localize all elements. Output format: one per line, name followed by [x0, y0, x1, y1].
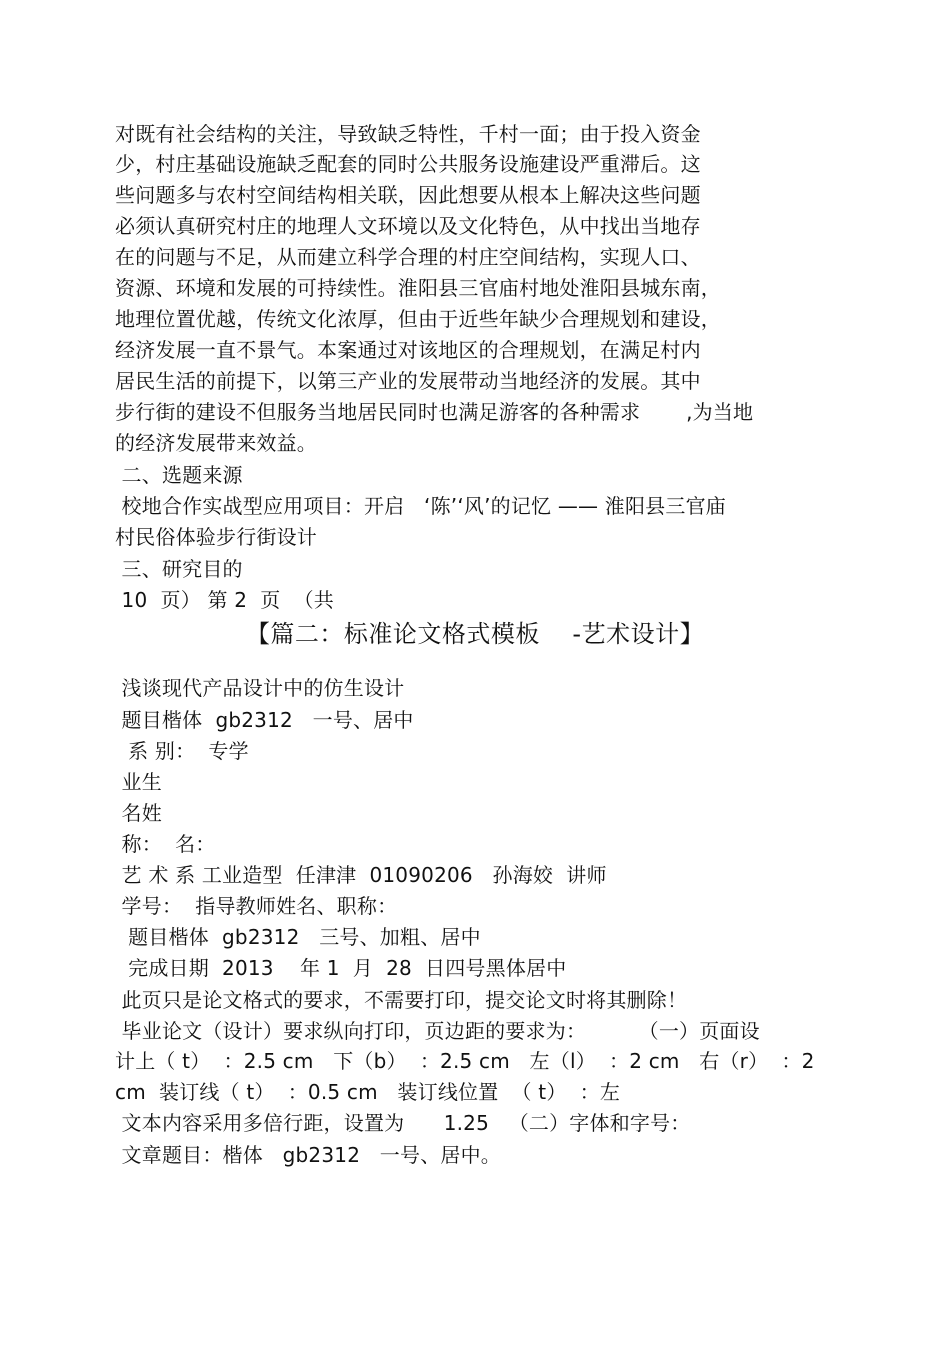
intro-line-10: 步行街的建设不但服务当地居民同时也满足游客的各种需求 ,为当地 [115, 400, 754, 424]
section-two-heading: 二、选题来源 [115, 463, 243, 487]
intro-line-8: 经济发展一直不景气。本案通过对该地区的合理规划，在满足村内 [115, 338, 701, 362]
section-title: 【篇二：标准论文格式模板 -艺术设计】 [245, 620, 705, 648]
template-line-4: 业生 [115, 770, 162, 794]
template-line-13: 计上（ t） ：2.5 cm 下（b） ：2.5 cm 左（l） ：2 cm 右（r） ：2 [115, 1049, 815, 1073]
template-line-14: cm 装订线（ t） ：0.5 cm 装订线位置 （ t） ：左 [115, 1080, 621, 1104]
intro-line-3: 些问题多与农村空间结构相关联，因此想要从根本上解决这些问题 [115, 183, 701, 207]
template-line-2: 题目楷体 gb2312 一号、居中 [115, 708, 414, 732]
intro-line-1: 对既有社会结构的关注，导致缺乏特性，千村一面；由于投入资金 [115, 122, 701, 146]
template-line-3: 系 别： 专学 [115, 739, 249, 763]
intro-line-2: 少，村庄基础设施缺乏配套的同时公共服务设施建设严重滞后。这 [115, 152, 701, 176]
project-source-line-2: 村民俗体验步行街设计 [115, 525, 317, 549]
template-line-16: 文章题目：楷体 gb2312 一号、居中。 [115, 1143, 501, 1167]
intro-line-11: 的经济发展带来效益。 [115, 431, 317, 455]
template-line-6: 称： 名： [115, 832, 216, 856]
intro-line-5: 在的问题与不足，从而建立科学合理的村庄空间结构，实现人口、 [115, 245, 701, 269]
template-line-8: 学号： 指导教师姓名、职称： [115, 894, 398, 918]
template-line-7: 艺 术 系 工业造型 任津津 01090206 孙海姣 讲师 [115, 863, 607, 887]
section-three-heading: 三、研究目的 [115, 557, 243, 581]
template-line-5: 名姓 [115, 801, 162, 825]
template-line-12: 毕业论文（设计）要求纵向打印，页边距的要求为： （一）页面设 [115, 1019, 760, 1043]
page-footer: 10 页） 第 2 页 （共 [115, 588, 334, 612]
template-line-1: 浅谈现代产品设计中的仿生设计 [115, 676, 405, 700]
project-source-line-1: 校地合作实战型应用项目：开启 ‘陈’‘风’的记忆 —— 淮阳县三官庙 [115, 494, 726, 518]
template-line-11: 此页只是论文格式的要求，不需要打印，提交论文时将其删除！ [115, 988, 688, 1012]
intro-line-7: 地理位置优越，传统文化浓厚，但由于近些年缺少合理规划和建设， [115, 307, 721, 331]
template-line-10: 完成日期 2013 年 1 月 28 日四号黑体居中 [115, 956, 567, 980]
intro-line-9: 居民生活的前提下，以第三产业的发展带动当地经济的发展。其中 [115, 369, 701, 393]
template-line-15: 文本内容采用多倍行距，设置为 1.25 （二）字体和字号： [115, 1111, 691, 1135]
intro-line-4: 必须认真研究村庄的地理人文环境以及文化特色，从中找出当地存 [115, 214, 701, 238]
template-line-9: 题目楷体 gb2312 三号、加粗、居中 [115, 925, 481, 949]
intro-line-6: 资源、环境和发展的可持续性。淮阳县三官庙村地处淮阳县城东南， [115, 276, 721, 300]
